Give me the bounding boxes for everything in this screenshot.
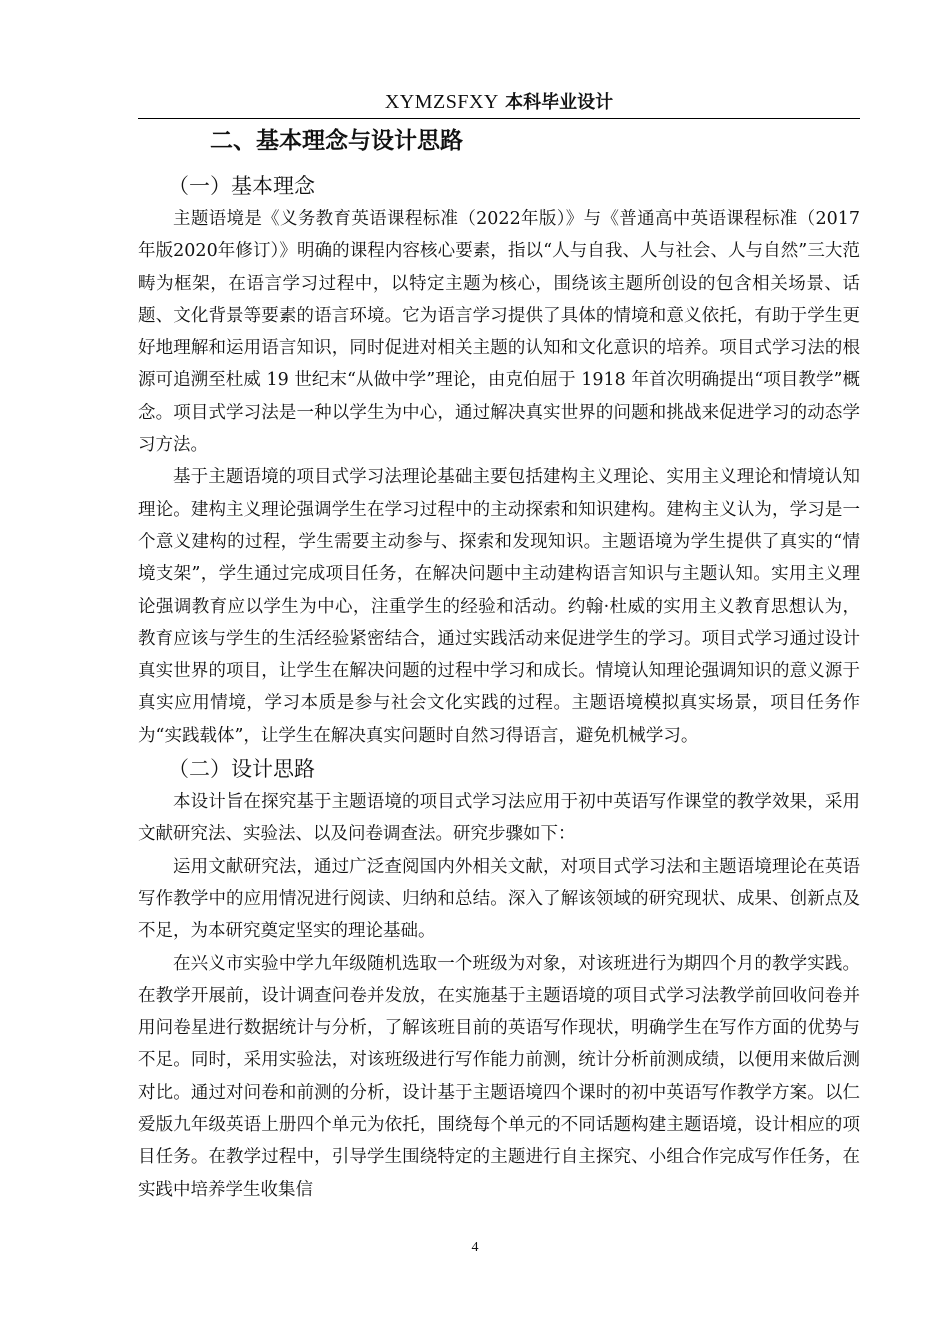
paragraph: 本设计旨在探究基于主题语境的项目式学习法应用于初中英语写作课堂的教学效果，采用文献研究法、实验法、以及问卷调查法。研究步骤如下：	[138, 792, 860, 845]
page-number: 4	[471, 1240, 479, 1255]
page-header	[138, 88, 860, 119]
paragraph: 运用文献研究法，通过广泛查阅国内外相关文献，对项目式学习法和主题语境理论在英语写作教学中的应用情况进行阅读、归纳和总结。深入了解该领域的研究现状、成果、创新点及不足，为本研究奠定坚实的理论基础。	[138, 856, 860, 942]
paragraph: 基于主题语境的项目式学习法理论基础主要包括建构主义理论、实用主义理论和情境认知理论。建构主义理论强调学生在学习过程中的主动探索和知识建构。建构主义认为，学习是一个意义建构的过程，学生需要主动参与、探索和发现知识。主题语境为学生提供了真实的“情境支架”，学生通过完成项目任务，在解决问题中主动建构语言知识与主题认知。实用主义理论强调教育应以学生为中心，注重学生的经验和活动。约翰·杜威的实用主义教育思想认为，教育应该与学生的生活经验紧密结合，通过实践活动来促进学生的学习。项目式学习通过设计真实世界的项目，让学生在解决问题的过程中学习和成长。情境认知理论强调知识的意义源于真实应用情境，学习本质是参与社会文化实践的过程。主题语境模拟真实场景，项目任务作为“实践载体”，让学生在解决真实问题时自然习得语言，避免机械学习。	[138, 467, 860, 746]
paragraph: 在兴义市实验中学九年级随机选取一个班级为对象，对该班进行为期四个月的教学实践。在教学开展前，设计调查问卷并发放，在实施基于主题语境的项目式学习法教学前回收问卷并用问卷星进行数据统计与分析，了解该班目前的英语写作现状，明确学生在写作方面的优势与不足。同时，采用实验法，对该班级进行写作能力前测，统计分析前测成绩，以便用来做后测对比。通过对问卷和前测的分析，设计基于主题语境四个课时的初中英语写作教学方案。以仁爱版九年级英语上册四个单元为依托，围绕每个单元的不同话题构建主题语境，设计相应的项目任务。在教学过程中，引导学生围绕特定的主题进行自主探究、小组合作完成写作任务，在实践中培养学生收集信	[138, 953, 860, 1200]
chapter-heading: 二、基本理念与设计思路	[210, 128, 463, 154]
header-title: 本科毕业设计	[498, 92, 614, 113]
page-content	[138, 120, 860, 1206]
section-title-concept: （一）基本理念	[168, 174, 315, 198]
paragraph: 主题语境是《义务教育英语课程标准（2022年版）》与《普通高中英语课程标准（2017年版2020年修订）》明确的课程内容核心要素，指以“人与自我、人与社会、人与自然”三大范畴为框架，在语言学习过程中，以特定主题为核心，围绕该主题所创设的包含相关场景、话题、文化背景等要素的语言环境。它为语言学习提供了具体的情境和意义依托，有助于学生更好地理解和运用语言知识，同时促进对相关主题的认知和文化意识的培养。项目式学习法的根源可追溯至杜威 19 世纪末“从做中学”理论，由克伯屈于 1918 年首次明确提出“项目教学”概念。项目式学习法是一种以学生为中心，通过解决真实世界的问题和挑战来促进学习的动态学习方法。	[138, 209, 860, 456]
header-school-code: XYMZSFXY	[384, 91, 499, 113]
section-title-design: （二）设计思路	[168, 757, 315, 782]
